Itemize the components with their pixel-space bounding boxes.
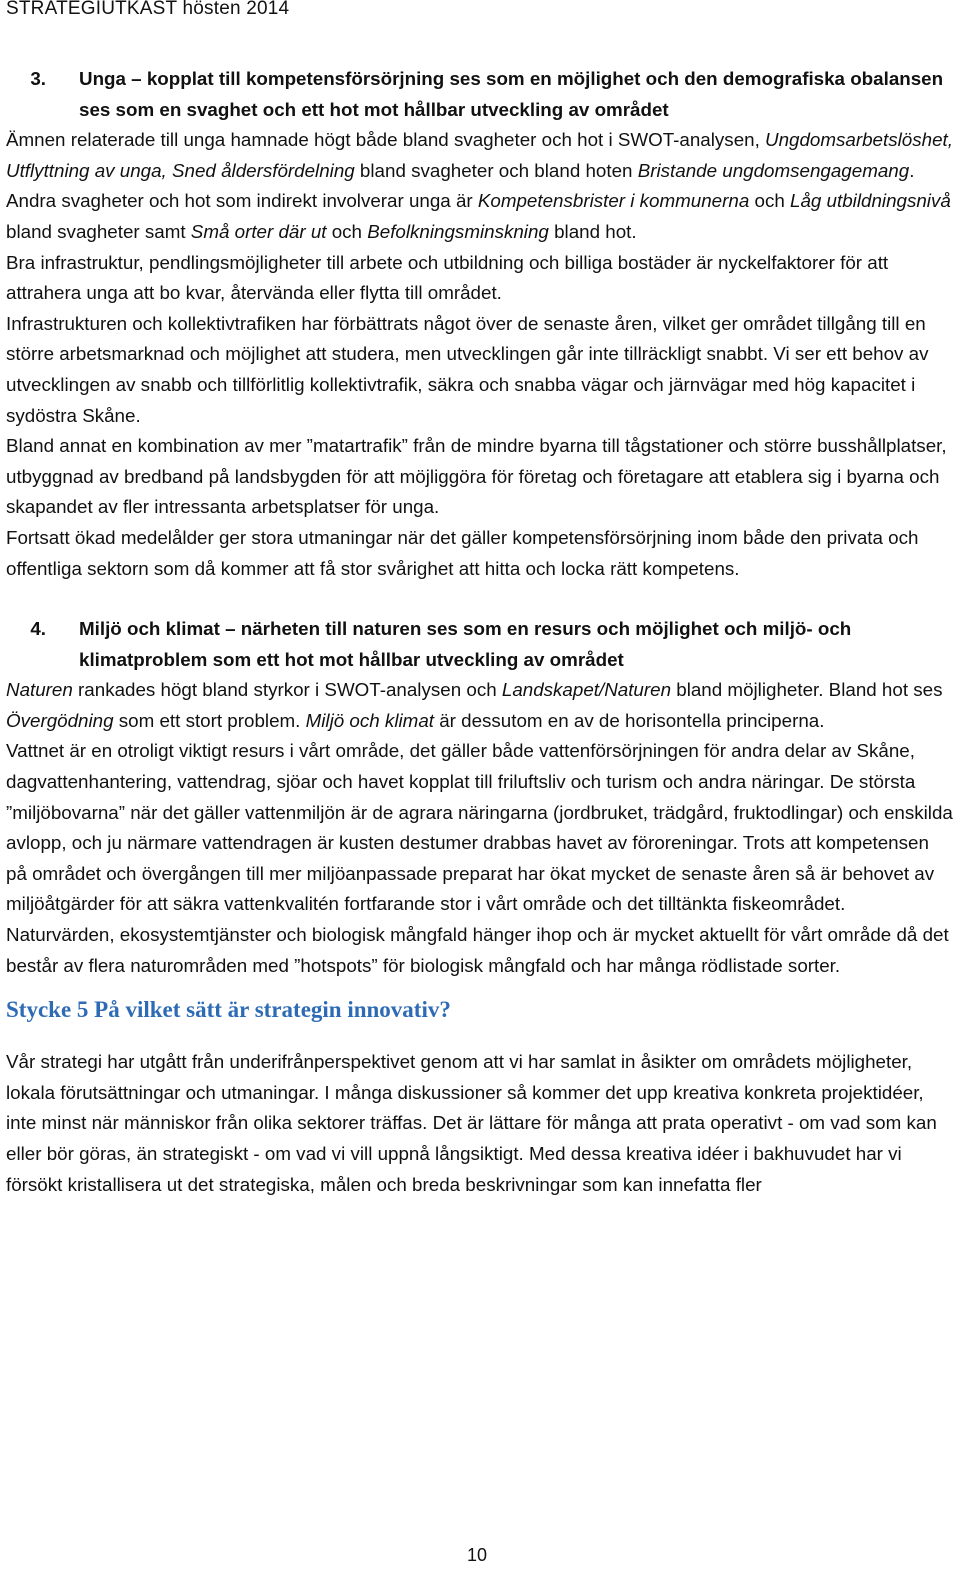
document-body: [6, 64, 954, 1200]
section-3-paragraph: Ämnen relaterade till unga hamnade högt både bland svagheter och hot i SWOT-analysen, Ungdomsarbetslöshet, Utflyttning av unga, Sned åldersfördelning bland svagheter och bland hoten Bristande ungdomsengagemang. Andra svagheter och hot som indirekt involverar unga är Kompetensbrister i kommunerna och Låg utbildningsnivå bland svagheter samt Små orter där ut och Befolkningsminskning bland hot.: [6, 129, 953, 242]
section-4-paragraph: Vattnet är en otroligt viktigt resurs i vårt område, det gäller både vattenförsörjningen för andra delar av Skåne, dagvattenhantering, vattendrag, sjöar och havet kopplat till friluftsliv och turism och andra näringar. De största ”miljöbovarna” när det gäller vattenmiljön är de agrara näringarna (jordbruket, trädgård, fruktodlingar) och enskilda avlopp, och ju närmare vattendragen är kusten destumer drabbas havet av föroreningar. Trots att kompetensen på området och övergången till mer miljöanpassade preparat har ökat mycket de senaste åren så är behovet av miljöåtgärder för att säkra vattenkvalitén fortfarande stor i vårt område och det tilltänkta fiskeområdet.: [6, 740, 953, 915]
section-3-paragraph: Infrastrukturen och kollektivtrafiken har förbättrats något över de senaste åren, vilket ger området tillgång till en större arbetsmarknad och möjlighet att studera, men utvecklingen går inte tillräckligt snabbt. Vi ser ett behov av utvecklingen av snabb och tillförlitlig kollektivtrafik, säkra och snabba vägar och järnvägar med hög kapacitet i sydöstra Skåne.: [6, 312, 929, 426]
section-3-heading: [6, 64, 954, 125]
spacer: [6, 584, 954, 614]
section-4-number: 4.: [30, 618, 46, 640]
section-4-paragraph: Naturvärden, ekosystemtjänster och biologisk mångfald hänger ihop och är mycket aktuellt för vårt område då det består av flera naturområden med ”hotspots” för biologisk mångfald och har många rödlistade sorter.: [6, 924, 949, 976]
page-number: 10: [467, 1545, 488, 1565]
section-3-title: Unga – kopplat till kompetensförsörjning ses som en möjlighet och den demografiska obalansen ses som en svaghet och ett hot mot hållbar utveckling av området: [79, 68, 944, 120]
section-4-title: Miljö och klimat – närheten till naturen ses som en resurs och möjlighet och miljö- och klimatproblem som ett hot mot hållbar utveckling av området: [79, 618, 852, 670]
section-3-number: 3.: [30, 68, 46, 89]
section-3-paragraph: Bra infrastruktur, pendlingsmöjligheter till arbete och utbildning och billiga bostäder är nyckelfaktorer för att attrahera unga att bo kvar, återvända eller flytta till området.: [6, 251, 889, 304]
section-3-paragraph: Bland annat en kombination av mer ”matartrafik” från de mindre byarna till tågstationer och större busshållplatser, utbyggnad av bredband på landsbygden för att möjliggöra för företag och företagare att etablera sig i byarna och skapandet av fler intressanta arbetsplatser för unga.: [6, 435, 947, 518]
section-4-heading: [6, 614, 954, 675]
section-4-paragraph: Naturen rankades högt bland styrkor i SWOT-analysen och Landskapet/Naturen bland möjligheter. Bland hot ses Övergödning som ett stort problem. Miljö och klimat är dessutom en av de horisontella principerna.: [6, 679, 943, 731]
stycke-5-paragraph: Vår strategi har utgått från underifrånperspektivet genom att vi har samlat in åsikter om områdets möjligheter, lokala förutsättningar och utmaningar. I många diskussioner så kommer det upp kreativa konkreta projektidéer, inte minst när människor från olika sektorer träffas. Det är lättare för många att prata operativt - om vad som kan eller bör göras, än strategiskt - om vad vi vill uppnå långsiktigt. Med dessa kreativa idéer i bakhuvudet har vi försökt kristallisera ut det strategiska, målen och breda beskrivningar som kan innefatta fler: [6, 1051, 937, 1195]
stycke-5-heading: Stycke 5 På vilket sätt är strategin innovativ?: [6, 997, 451, 1023]
section-3-paragraph: Fortsatt ökad medelålder ger stora utmaningar när det gäller kompetensförsörjning inom både den privata och offentliga sektorn som då kommer att få stor svårighet att hitta och locka rätt kompetens.: [6, 526, 919, 579]
page-header: STRATEGIUTKAST hösten 2014: [6, 0, 290, 19]
